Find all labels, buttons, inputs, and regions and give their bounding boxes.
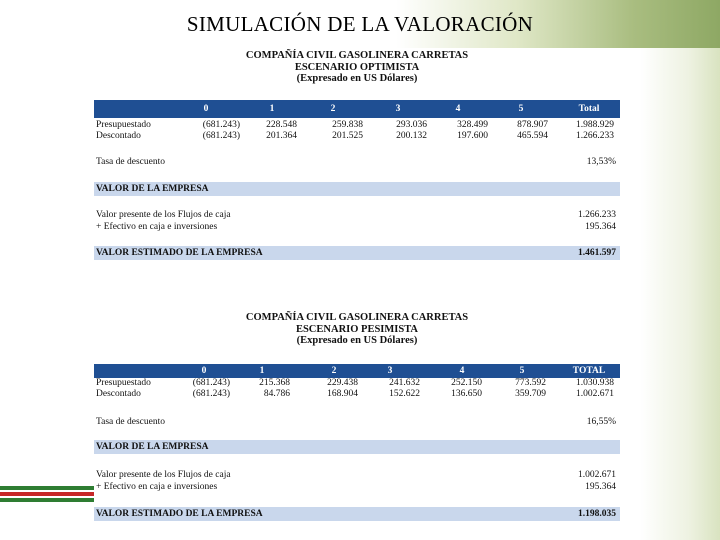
currency-note: (Expresado en US Dólares) [296,73,418,84]
pv-value: 1.002.671 [578,470,616,480]
section-header [94,440,620,454]
table-cell: 328.499 [457,119,488,130]
table-cell: 252.150 [451,377,482,388]
section-title: VALOR DE LA EMPRESA [96,442,209,452]
currency-note: (Expresado en US Dólares) [296,335,418,346]
col-header: 3 [387,365,393,376]
discount-rate-row [94,157,620,169]
table-cell: 228.548 [266,119,297,130]
table-cell: (681.243) [202,119,240,130]
table-row [94,120,620,132]
table-cell: 1.988.929 [576,119,614,130]
discount-value: 13,53% [586,156,616,167]
company-name: COMPAÑÍA CIVIL GASOLINERA CARRETAS [245,312,469,323]
table-header [94,364,620,378]
discount-value: 16,55% [586,416,616,427]
col-header: 4 [455,103,461,114]
section-header [94,182,620,196]
estimated-value-row [94,246,620,260]
table-cell: 197.600 [457,131,488,141]
table-row [94,131,620,143]
table-cell: 878.907 [517,119,548,130]
cash-row [94,222,620,234]
estimated-value-row [94,507,620,521]
table-cell: (681.243) [192,377,230,388]
table-cell: 152.622 [389,389,420,399]
scenario-name: ESCENARIO PESIMISTA [295,323,419,335]
col-header: 5 [518,103,524,114]
flag-decoration [0,486,94,502]
table-cell: 465.594 [517,131,548,141]
slide-title: SIMULACIÓN DE LA VALORACIÓN [186,12,534,36]
col-header: Total [578,103,600,114]
discount-label: Tasa de descuento [96,416,165,427]
table-cell: 168.904 [327,389,358,399]
discount-label: Tasa de descuento [96,156,165,167]
col-header: 5 [519,365,525,376]
table-cell: 200.132 [396,131,427,141]
scenario-optimista [94,50,620,260]
row-label: Descontado [96,389,141,399]
pv-value: 1.266.233 [578,210,616,220]
row-label: Presupuestado [96,119,151,130]
table-cell: (681.243) [202,131,240,141]
col-header: 0 [203,103,209,114]
table-cell: 241.632 [389,377,420,388]
col-header: TOTAL [572,365,606,376]
estimated-value: 1.461.597 [578,248,616,258]
estimated-label: VALOR ESTIMADO DE LA EMPRESA [96,509,263,519]
col-header: 2 [330,103,336,114]
table-cell: 1.266.233 [576,131,614,141]
right-decoration [640,48,720,540]
row-label: Descontado [96,131,141,141]
cash-label: + Efectivo en caja e inversiones [96,221,218,232]
pv-label: Valor presente de los Flujos de caja [96,470,231,480]
table-header [94,100,620,118]
table-cell: 136.650 [451,389,482,399]
table-cell: 201.525 [332,131,363,141]
table-cell: 215.368 [259,377,290,388]
col-header: 1 [269,103,275,114]
table-row [94,389,620,401]
cash-value: 195.364 [585,221,616,232]
table-cell: 229.438 [327,377,358,388]
scenario-pesimista [94,312,620,521]
estimated-value: 1.198.035 [578,509,616,519]
col-header: 3 [395,103,401,114]
table-cell: 259.838 [332,119,363,130]
col-header: 2 [331,365,337,376]
present-value-row [94,470,620,482]
row-label: Presupuestado [96,377,151,388]
table-cell: 773.592 [515,377,546,388]
table-cell: 1.002.671 [576,389,614,399]
cash-value: 195.364 [585,481,616,492]
table-row [94,378,620,390]
col-header: 1 [259,365,265,376]
col-header: 4 [459,365,465,376]
cash-row [94,482,620,494]
table-cell: (681.243) [192,389,230,399]
cash-label: + Efectivo en caja e inversiones [96,481,218,492]
table-cell: 359.709 [515,389,546,399]
table-cell: 84.786 [263,389,290,399]
section-title: VALOR DE LA EMPRESA [96,184,209,194]
table-cell: 201.364 [266,131,297,141]
scenario-name: ESCENARIO OPTIMISTA [294,61,420,73]
table-cell: 293.036 [396,119,427,130]
estimated-label: VALOR ESTIMADO DE LA EMPRESA [96,248,263,258]
pv-label: Valor presente de los Flujos de caja [96,210,231,220]
discount-rate-row [94,417,620,429]
table-cell: 1.030.938 [576,377,614,388]
present-value-row [94,210,620,222]
col-header: 0 [201,365,207,376]
company-name: COMPAÑÍA CIVIL GASOLINERA CARRETAS [245,50,469,61]
